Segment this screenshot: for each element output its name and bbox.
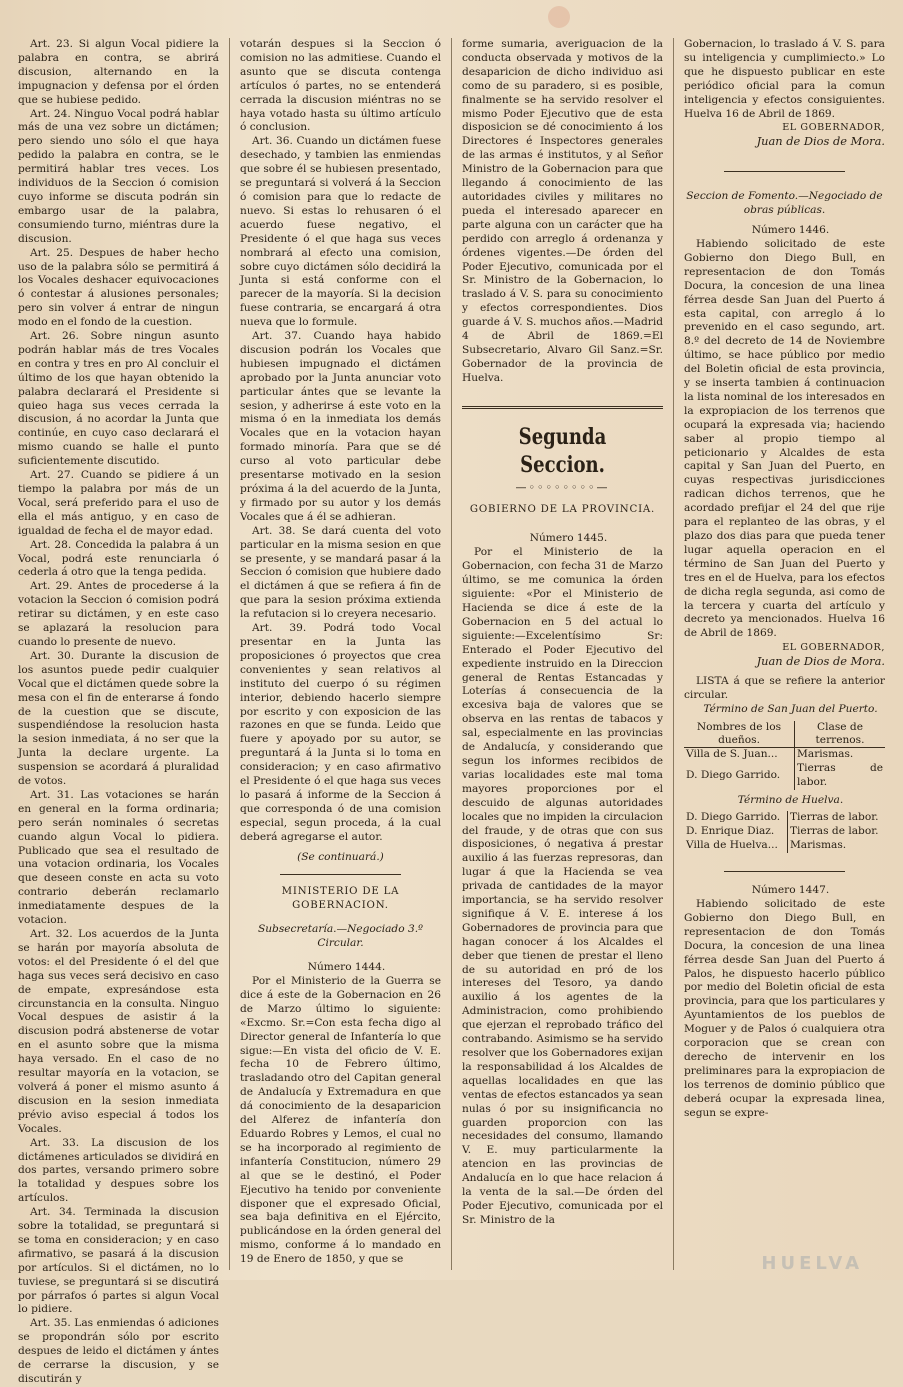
land-type: Marismas. [795,747,885,761]
article-paragraph: Art. 34. Terminada la discusion sobre la totalidad, se preguntará si se toma en consideracion; y en caso afirmativo, se pasará á la discusion por artículos. Si el dictámen, no lo tuviese, se preguntará si se discutirá por párrafos ó partes si algun Vocal lo pidiere. [18,1206,219,1316]
governor-title: EL GOBERNADOR, [782,642,885,654]
col4-continuation: Gobernacion, lo traslado á V. S. para su inteligencia y cumplimiecto.» Lo que he dispuesto publicar en este periódico oficial para la comun inteligencia y efectos consiguientes. Huelva 16 de Abril de 1869. [684,38,885,120]
article-paragraph: Art. 33. La discusion de los dictámenes articulados se dividirá en dos partes, versando primero sobre la totalidad y despues sobre los artículos. [18,1136,219,1205]
col3-continuation: forme sumaria, averiguacion de la conducta observada y motivos de la desaparicion de dicho individuo asi como de su paradero, si es posible, finalmente se ha servido resolver el mismo Poder Ejecutivo que de esta disposicion se dé conocimiento á los Directores é Inspectores generales de las armas é institutos, y al Señor Ministro de la Gobernacion para que llegando á conocimiento de las autoridades civiles y militares no pueda el interesado aparecer en parte alguna con un carácter que ha perdido con arreglo á ordenanza y órdenes vigentes.—De órden del Poder Ejecutivo, comunicada por el Sr. Ministro de la Gobernacion, lo traslado á V. S. para su conocimiento y efectos correspondientes. Dios guarde á V. S. muchos años.—Madrid 4 de Abril de 1869.=El Subsecretario, Alvaro Gil Sanz.=Sr. Gobernador de la provincia de Huelva. [462,38,663,384]
column-3 [451,38,663,1270]
columns [18,38,885,1385]
owner-name: D. Diego Garrido. [686,811,781,824]
termino-san-juan: Término de San Juan del Puerto. [703,702,878,715]
th-clase: Clase de terrenos. [795,721,885,748]
circular-heading: Circular. [317,937,364,950]
article-38: Art. 38. Se dará cuenta del voto particular en la misma sesion en que se presente, y se mandará pasar á la Seccion ó comision que hubiere dado el dictámen á que se refiera á fin de que para la sesion próxima extienda la refutacion si lo creyera necesario. [240,524,441,621]
texto-1445: Por el Ministerio de la Gobernacion, con fecha 31 de Marzo último, se me comunica la órden siguiente: «Por el Ministerio de Hacienda se dice á este de la Gobernacion en 5 del actual lo siguiente:—Excelentísimo Sr: Enterado el Poder Ejecutivo del expediente instruido en la Direccion general de Rentas Estancadas y Loterías á consecuencia de la excesiva baja de valores que se observa en las rentas de tabacos y sal, especialmente en las provincias de Andalucía, y considerando que segun los informes recibidos de varias localidades este mal toma mayores proporciones por el descuido de algunas autoridades locales que no impiden la circulacion del fraude, y de otras que con sus disposiciones, ó negativa á prestar auxilio á las fuerzas represoras, dan lugar á que la Hacienda se vea privada de cantidades de la mayor importancia, se ha servido resolver signifique á V. E. interese á los Gobernadores de provincia para que hagan conocer á los Alcaldes el deber que tienen de prestar el lleno de su autoridad en pró de los intereses del Tesoro, ya dando auxilio á los agentes de la Administracion, como prohibiendo que ejerzan el reprobado tráfico del contrabando. Asimismo se ha servido resolver que los Gobernadores exijan la responsabilidad á los Alcaldes de aquellas localidades en que las ventas de efectos estancados ya sean nulas ó por su insignificancia no guarden proporcion con las necesidades del consumo, llamando V. E. muy particularmente la atencion en las provincias de Andalucía en lo que hace relacion á la venta de la sal.—De órden del Poder Ejecutivo, comunicada por el Sr. Ministro de la [462,546,663,1226]
article-paragraph: Art. 24. Ninguo Vocal podrá hablar más de una vez sobre un dictámen; pero siendo uno sólo el que haya pedido la palabra en contra, se le permitirá hablar tres veces. Los individuos de la Seccion ó comision cuyo informe se discuta podrán sin embargo usar de la palabra, consumiendo turno, miéntras dure la discusion. [18,107,219,245]
column-2 [229,38,441,1270]
article-paragraph: Art. 32. Los acuerdos de la Junta se harán por mayoría absoluta de votos: el del Presidente ó el del que haga sus veces será decisivo en caso de empate, expresándose esta circunstancia en la consulta. Ninguo Vocal despues de asistir á la discusion podrá abstenerse de votar en el asunto sobre que la misma haya versado. En el caso de no resultar mayoría en la votacion, se volverá á poner el mismo asunto á discusion en la sesion inmediata prévio aviso especial á todos los Vocales. [18,928,219,1135]
divider [724,871,845,872]
ornament: —◦◦◦◦◦◦◦◦— [515,480,610,494]
article-paragraph: Art. 26. Sobre ningun asunto podrán hablar más de tres Vocales en contra y tres en pro Al concluir el último de los que hayan obtenido la palabra declarará el Presidente si quieo haga sus veces cerrada la discusion, á no acordar la Junta que continúe, en cuyo caso declarará el mismo cuando se halle el punto suficientemente discutido. [18,330,219,468]
article-paragraph: Art. 23. Si algun Vocal pidiere la palabra en contra, se abrirá discusion, alternando en la impugnacion y defensa por el órden que se hubiese pedido. [18,38,219,106]
article-paragraph: Art. 27. Cuando se pidiere á un tiempo la palabra por más de un Vocal, será preferido para el uso de ella el más antiguo, y en caso de igualdad de fecha el de mayor edad. [18,469,219,537]
numero-1446: Número 1446. [751,224,830,237]
column-4 [673,38,885,1270]
table-row [684,839,885,853]
lista-table-1 [684,721,885,790]
lista-table-2 [684,811,885,853]
article-37: Art. 37. Cuando haya habido discusion podrán los Vocales que hubiesen impugnado el dictámen aprobado por la Junta anunciar voto particular ántes que se levante la sesion, y adherirse á este voto en la misma ó en la inmediata los demás Vocales que en la votacion hayan formado minoría. Para que se dé curso al voto particular debe presentarse motivado en la sesion próxima á la del acuerdo de la Junta, y firmado por su autor y los demás Vocales que á él se adhieran. [240,330,441,523]
article-paragraph: Art. 25. Despues de haber hecho uso de la palabra sólo se permitirá á los Vocales deshacer equivocaciones ó contestar á alusiones personales; pero sin volver á entrar de ningun modo en el fondo de la cuestion. [18,246,219,329]
owner-name: D. Diego Garrido. [686,768,781,781]
governor-signature-1 [684,121,885,149]
article-39: Art. 39. Podrá todo Vocal presentar en la Junta las proposiciones ó proyectos que crea convenientes y sean relativos al instituto del cuerpo ó su régimen interior, debiendo hacerlo siempre por escrito y con exposicion de las razones en que se funda. Leido que fuere y apoyado por su autor, se preguntará á la Junta si lo toma en consideracion; y en caso afirmativo el Presidente ó el que haga sus veces lo pasará á informe de la Seccion á que corresponda ó de una comision especial, segun proceda, á la cual deberá agregarse el autor. [240,622,441,843]
gobierno-heading: GOBIERNO DE LA PROVINCIA. [469,503,656,515]
land-type: Tierras de labor. [787,825,885,839]
land-type: Tierras de labor. [787,811,885,825]
ministerio-heading: MINISTERIO DE LA GOBERNACION. [281,886,400,912]
fomento-heading: Seccion de Fomento.—Negociado de obras públicas. [686,190,883,217]
table-row [684,762,885,790]
article-paragraph: Art. 31. Las votaciones se harán en general en la forma ordinaria; pero serán nominales ó secretas cuando algun Vocal lo pidiera. Publicado que sea el resultado de una votacion ordinaria, los Vocales que deseen conste en acta su voto contrario deberán reclamarlo inmediatamente despues de la votacion. [18,788,219,927]
governor-name: Juan de Dios de Mora. [756,134,885,149]
numero-1447: Número 1447. [751,884,830,897]
texto-1446: Habiendo solicitado de este Gobierno don Diego Bull, en representacion de don Tomás Docura, la concesion de una linea férrea desde San Juan del Puerto á esta capital, con arreglo á lo prevenido en el caso segundo, art. 8.º del decreto de 14 de Noviembre último, se hace público por medio del Boletin oficial de esta provincia, y se inserta tambien á continuacion la lista nominal de los interesados en la expropiacion de los terrenos que ocupará la expresada via; haciendo saber al propio tiempo al peticionario y Alcaldes de esta capital y San Juan del Puerto, en cuyas respectivas jurisdicciones radican dichos terrenos, que he acordado prefijar el 24 del que rije para el replanteo de las obras, y el plazo dos dias para que pueda tener lugar aquella operacion en el término de San Juan del Puerto y tres en el de Huelva, para los efectos de dicha regla segunda, asi como de la tercera y cuarta del artículo y decreto ya mencionados. Huelva 16 de Abril de 1869. [684,237,885,640]
divider [280,874,401,875]
governor-signature-2 [684,641,885,669]
article-paragraph: Art. 29. Antes de procederse á la votacion la Seccion ó comision podrá retirar su dictámen, y en este caso se aplazará la resolucion para cuando lo presente de nuevo. [18,580,219,648]
land-type: Marismas. [787,839,885,853]
article-paragraph: Art. 28. Concedida la palabra á un Vocal, podrá este renunciarla ó cederla á otro que la tenga pedida. [18,538,219,579]
double-rule [462,406,663,409]
termino-huelva: Término de Huelva. [737,793,844,806]
article-36: Art. 36. Cuando un dictámen fuese desechado, y tambien las enmiendas que sobre él se hubiesen presentado, se preguntará si volverá á la Seccion ó comision para que lo redacte de nuevo. Si estas lo rehusaren ó el acuerdo fuese negativo, el Presidente ó el que haga sus veces nombrará al efecto una comision, sobre cuyo dictámen sólo decidirá la Junta si está conforme con el parecer de la mayoría. Si la decision fuese contraria, se encargará á otra nueva que lo formule. [240,135,441,329]
lista-heading: LISTA á que se refiere la anterior circular. [684,675,885,701]
texto-1447: Habiendo solicitado de este Gobierno don Diego Bull, en representacion de don Tomás Docura, la concesion de una linea férrea desde San Juan del Puerto á Palos, he dispuesto hacerlo público por medio del Boletin oficial de esta provincia, para que los particulares y Ayuntamientos de los pueblos de Moguer y de Palos ó cualquiera otra corporacion que se crean con derecho de intervenir en los preliminares para la expropiacion de los terrenos de dominio público que deberá ocupar la expresada linea, segun se expre- [684,898,885,1119]
divider [724,171,845,172]
library-stamp: HUELVA [761,1253,863,1274]
table-row [684,747,885,761]
continuara-note: (Se continuará.) [297,850,384,863]
texto-1444: Por el Ministerio de la Guerra se dice á este de la Gobernacion en 26 de Marzo último lo siguiente: «Excmo. Sr.=Con esta fecha digo al Director general de Infantería lo que sigue:—En vista del oficio de V. E. fecha 10 de Febrero último, trasladando otro del Capitan general de Andalucía y Extremadura en que dá conocimiento de la desaparicion del Alferez de infantería don Eduardo Robres y Lemos, el cual no se ha incorporado al regimiento de infantería Constitucion, número 29 al que se le destinó, el Poder Ejecutivo ha tenido por conveniente disponer que el expresado Oficial, sea baja definitiva en el Ejército, publicándose en la órden general del mismo, conforme á lo mandado en 19 de Enero de 1850, y que se [240,975,441,1266]
table-row [684,811,885,825]
numero-1445: Número 1445. [529,532,608,545]
article-paragraph: Art. 30. Durante la discusion de los asuntos puede pedir cualquier Vocal que el dictámen quede sobre la mesa con el fin de enterarse á fondo de la cuestion que se discute, suspendiéndose la resolucion hasta la sesion inmediata, á no ser que la Junta la declare urgente. La suspension se acordará á pluralidad de votos. [18,649,219,788]
owner-name: Villa de S. Juan... [686,747,778,760]
section-title: Segunda Seccion. [518,423,607,478]
article-paragraph: Art. 35. Las enmiendas ó adiciones se propondrán sólo por escrito despues de leido el dictámen y ántes de cerrarse la discusion, y se discutirán y [18,1317,219,1385]
table-row [684,825,885,839]
owner-name: D. Enrique Diaz. [686,825,775,838]
land-type: Tierras de labor. [795,762,885,790]
col2-continuation: votarán despues si la Seccion ó comision no las admitiese. Cuando el asunto que se discuta contenga artículos ó partes, no se entenderá cerrada la discusion miéntras no se haya votado hasta su último artículo ó conclusion. [240,38,441,134]
numero-1444: Número 1444. [307,961,386,974]
column-1 [18,38,219,1385]
owner-name: Villa de Huelva... [686,839,778,852]
subsecretaria-heading: Subsecretaría.—Negociado 3.º [257,923,424,936]
th-nombres: Nombres de los dueños. [684,721,795,748]
governor-title: EL GOBERNADOR, [782,122,885,134]
paper-stain [548,6,570,28]
governor-name: Juan de Dios de Mora. [756,654,885,669]
